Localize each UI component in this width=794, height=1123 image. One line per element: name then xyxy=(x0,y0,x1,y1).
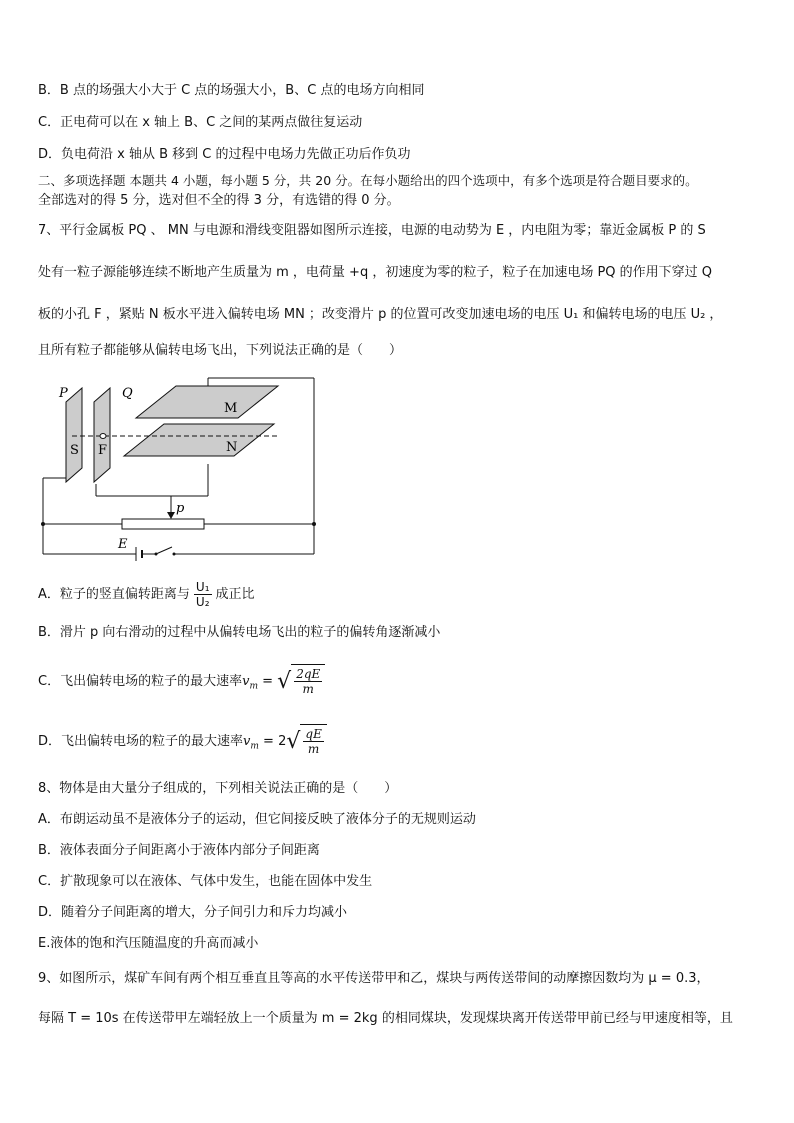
sqrt-2qE-m: √ $\frac{2qE}{m}$ xyxy=(277,664,325,699)
label-E: E xyxy=(118,537,128,552)
label-M: M xyxy=(224,401,238,416)
q9-stem-line2: 每隔 T = 10s 在传送带甲左端轻放上一个质量为 m = 2kg 的相同煤块，发现煤块离开传送带甲前已经与甲速度相等，且 xyxy=(38,1011,733,1026)
var-v: v xyxy=(242,674,250,689)
q7-option-d xyxy=(38,724,764,764)
sqrt-qE-m: √ $\frac{qE}{m}$ xyxy=(286,724,326,759)
frac-num: U₁ xyxy=(195,580,210,594)
q7-option-a-text: A．粒子的竖直偏转距离与 xyxy=(38,587,190,602)
option-c-q6: C．正电荷可以在 x 轴上 B、C 之间的某两点做往复运动 xyxy=(38,115,363,130)
frac-num: qE xyxy=(305,727,322,741)
q8-option-b: B．液体表面分子间距离小于液体内部分子间距离 xyxy=(38,843,320,858)
q7-stem-line4: 且所有粒子都能够从偏转电场飞出，下列说法正确的是（ ） xyxy=(38,343,403,358)
q7-option-a xyxy=(38,580,764,610)
section-header: 二、多项选择题 本题共 4 小题，每小题 5 分，共 20 分。在每小题给出的四个选项中，有多个选项是符合题目要求的。 xyxy=(38,173,698,188)
q7-option-a-tail: 成正比 xyxy=(215,587,255,602)
label-Q: Q xyxy=(122,386,133,401)
frac-den: U₂ xyxy=(195,595,210,609)
var-sub: m xyxy=(250,741,259,752)
label-F: F xyxy=(98,443,108,458)
q7-option-c xyxy=(38,664,764,704)
q8-option-d: D．随着分子间距离的增大，分子间引力和斥力均减小 xyxy=(38,905,348,920)
q8-option-c: C．扩散现象可以在液体、气体中发生，也能在固体中发生 xyxy=(38,874,373,889)
q7-option-b: B．滑片 p 向右滑动的过程中从偏转电场飞出的粒子的偏转角逐渐减小 xyxy=(38,625,441,640)
label-S: S xyxy=(70,443,79,458)
q7-option-d-text: D．飞出偏转电场的粒子的最大速率 xyxy=(38,734,244,749)
circuit-diagram xyxy=(36,372,326,564)
q7-option-c-text: C．飞出偏转电场的粒子的最大速率 xyxy=(38,674,243,689)
option-b-q6: B．B 点的场强大小大于 C 点的场强大小，B、C 点的电场方向相同 xyxy=(38,83,425,98)
label-p: p xyxy=(176,501,185,516)
q8-stem: 8、物体是由大量分子组成的，下列相关说法正确的是（ ） xyxy=(38,781,398,796)
q8-option-e: E.液体的饱和汽压随温度的升高而减小 xyxy=(38,936,259,951)
q9-stem-line1: 9、如图所示，煤矿车间有两个相互垂直且等高的水平传送带甲和乙，煤块与两传送带间的动摩擦因数均为 μ = 0.3， xyxy=(38,971,710,986)
q7-stem-line1: 7、平行金属板 PQ 、 MN 与电源和滑线变阻器如图所示连接，电源的电动势为 E ，内电阻为零；靠近金属板 P 的 S xyxy=(38,223,706,238)
frac-num: 2qE xyxy=(296,667,321,681)
var-v: v xyxy=(243,734,251,749)
q8-option-a: A．布朗运动虽不是液体分子的运动，但它间接反映了液体分子的无规则运动 xyxy=(38,812,476,827)
equals-two: = 2 xyxy=(258,734,287,749)
equals: = xyxy=(257,674,278,689)
option-d-q6: D．负电荷沿 x 轴从 B 移到 C 的过程中电场力先做正功后作负功 xyxy=(38,147,411,162)
label-P: P xyxy=(59,386,68,401)
frac-den: m xyxy=(307,742,320,756)
q7-stem-line3: 板的小孔 F ，紧贴 N 板水平进入偏转电场 MN ；改变滑片 p 的位置可改变加速电场的电压 U₁ 和偏转电场的电压 U₂ ， xyxy=(38,307,723,322)
section-instructions: 全部选对的得 5 分，选对但不全的得 3 分，有选错的得 0 分。 xyxy=(38,193,400,208)
label-N: N xyxy=(226,440,238,455)
fraction-u1-u2 xyxy=(194,580,212,609)
var-sub: m xyxy=(249,681,258,692)
frac-den: m xyxy=(302,682,314,696)
q7-stem-line2: 处有一粒子源能够连续不断地产生质量为 m ，电荷量 +q ，初速度为零的粒子，粒子在加速电场 PQ 的作用下穿过 Q xyxy=(38,265,713,280)
